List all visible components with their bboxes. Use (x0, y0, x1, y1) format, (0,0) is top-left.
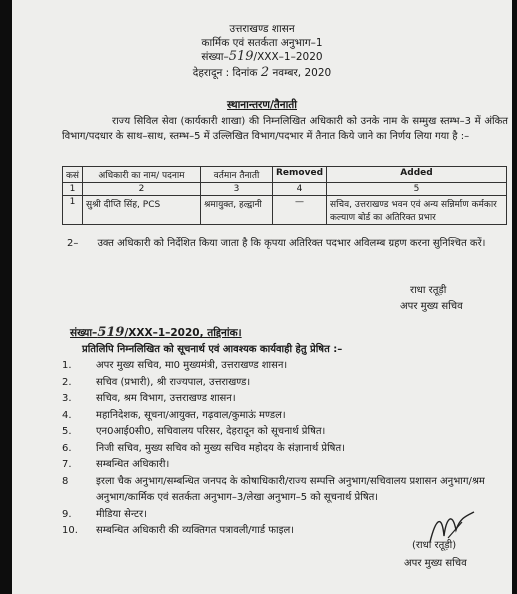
copy-heading: प्रतिलिपि निम्नलिखित को सूचनार्थ एवं आवश्यक कार्यवाही हेतु प्रेषित :– (82, 344, 343, 355)
table-number-row: 1 2 3 4 5 (63, 183, 507, 196)
signatory-name: राधा रतूड़ी (410, 285, 447, 296)
table-row (63, 196, 507, 225)
list-item: 8 इरला चैक अनुभाग/सम्बन्धित जनपद के कोषाधिकारी/राज्य सम्पत्ति अनुभाग/सचिवालय प्रशासन अनुभाग/श्रम अनुभाग/कार्मिक एवं सतर्कता अनुभाग–3/लेखा अनुभाग–5 को सूचनार्थ प्रेषित। (62, 475, 485, 503)
instruction-paragraph: 2– उक्त अधिकारी को निर्देशित किया जाता है कि कृपया अतिरिक्त पदभार अविलम्ब ग्रहण करना सुनिश्चित करें। (67, 238, 486, 249)
cell-current-posting: श्रमायुक्त, हल्द्वानी (201, 196, 273, 225)
col-header-serial: कसं (63, 167, 83, 183)
list-item: 9. मीडिया सेन्टर। (62, 508, 147, 520)
handwritten-copy-ref: 519 (97, 325, 125, 340)
col-header-added: Added (327, 167, 507, 183)
col-header-current-posting: वर्तमान तैनाती (201, 167, 273, 183)
list-item: 4. महानिदेशक, सूचना/आयुक्त, गढ़वाल/कुमाऊं मण्डल। (62, 409, 286, 421)
reference-number: संख्या–519/XXX–1–2020 (201, 49, 323, 64)
subject-heading: स्थानान्तरण/तैनाती (226, 99, 298, 111)
col-header-officer: अधिकारी का नाम/ पदनाम (83, 167, 201, 183)
cell-officer: सुश्री दीप्ति सिंह, PCS (83, 196, 201, 225)
department-heading: कार्मिक एवं सतर्कता अनुभाग–1 (201, 37, 323, 49)
signatory-designation: अपर मुख्य सचिव (400, 301, 463, 312)
cell-added: सचिव, उत्तराखण्ड भवन एवं अन्य सन्निर्माण कर्मकार कल्याण बोर्ड का अतिरिक्त प्रभार (327, 196, 507, 225)
issue-date: देहरादून : दिनांक 2 नवम्बर, 2020 (192, 65, 332, 80)
document-page (12, 0, 512, 594)
cell-removed: — (273, 196, 327, 225)
list-item: 10. सम्बन्धित अधिकारी की व्यक्तिगत पत्रावली/गार्ड फाइल। (62, 525, 295, 536)
list-item: 1. अपर मुख्य सचिव, मा0 मुख्यमंत्री, उत्तराखण्ड शासन। (62, 360, 288, 371)
col-header-removed: Removed (273, 167, 327, 183)
govt-heading: उत्तराखण्ड शासन (229, 23, 295, 35)
list-item: 2. सचिव (प्रभारी), श्री राज्यपाल, उत्तराखण्ड। (62, 376, 251, 388)
cell-serial: 1 (63, 196, 83, 225)
list-item: 5. एन0आई0सी0, सचिवालय परिसर, देहरादून को सूचनार्थ प्रेषित। (62, 426, 326, 437)
list-item: 3. सचिव, श्रम विभाग, उत्तराखण्ड शासन। (62, 393, 236, 404)
order-paragraph: राज्य सिविल सेवा (कार्यकारी शाखा) की निम्नलिखित अधिकारी को उनके नाम के सम्मुख स्तम्भ–3 में अंकित विभाग/पदधार के साथ–साथ, स्तम्भ–5 में उल्लिखित विभाग/पदभार में तैनात किये जाने का निर्णय लिया गया है :– (62, 116, 508, 142)
copy-reference: संख्या–519/XXX–1–2020, तद्दिनांक। (70, 325, 242, 340)
posting-table (62, 166, 507, 225)
table-header-row (63, 167, 507, 183)
list-item: 6. निजी सचिव, मुख्य सचिव को मुख्य सचिव महोदय के संज्ञानार्थ प्रेषित। (62, 442, 345, 454)
handwritten-ref: 519 (228, 49, 254, 64)
list-item: 7. सम्बन्धित अधिकारी। (62, 459, 170, 470)
signatory2-designation: अपर मुख्य सचिव (404, 558, 467, 569)
signatory2-name: (राधा रतूड़ी) (412, 540, 457, 551)
handwritten-date: 2 (260, 65, 270, 80)
